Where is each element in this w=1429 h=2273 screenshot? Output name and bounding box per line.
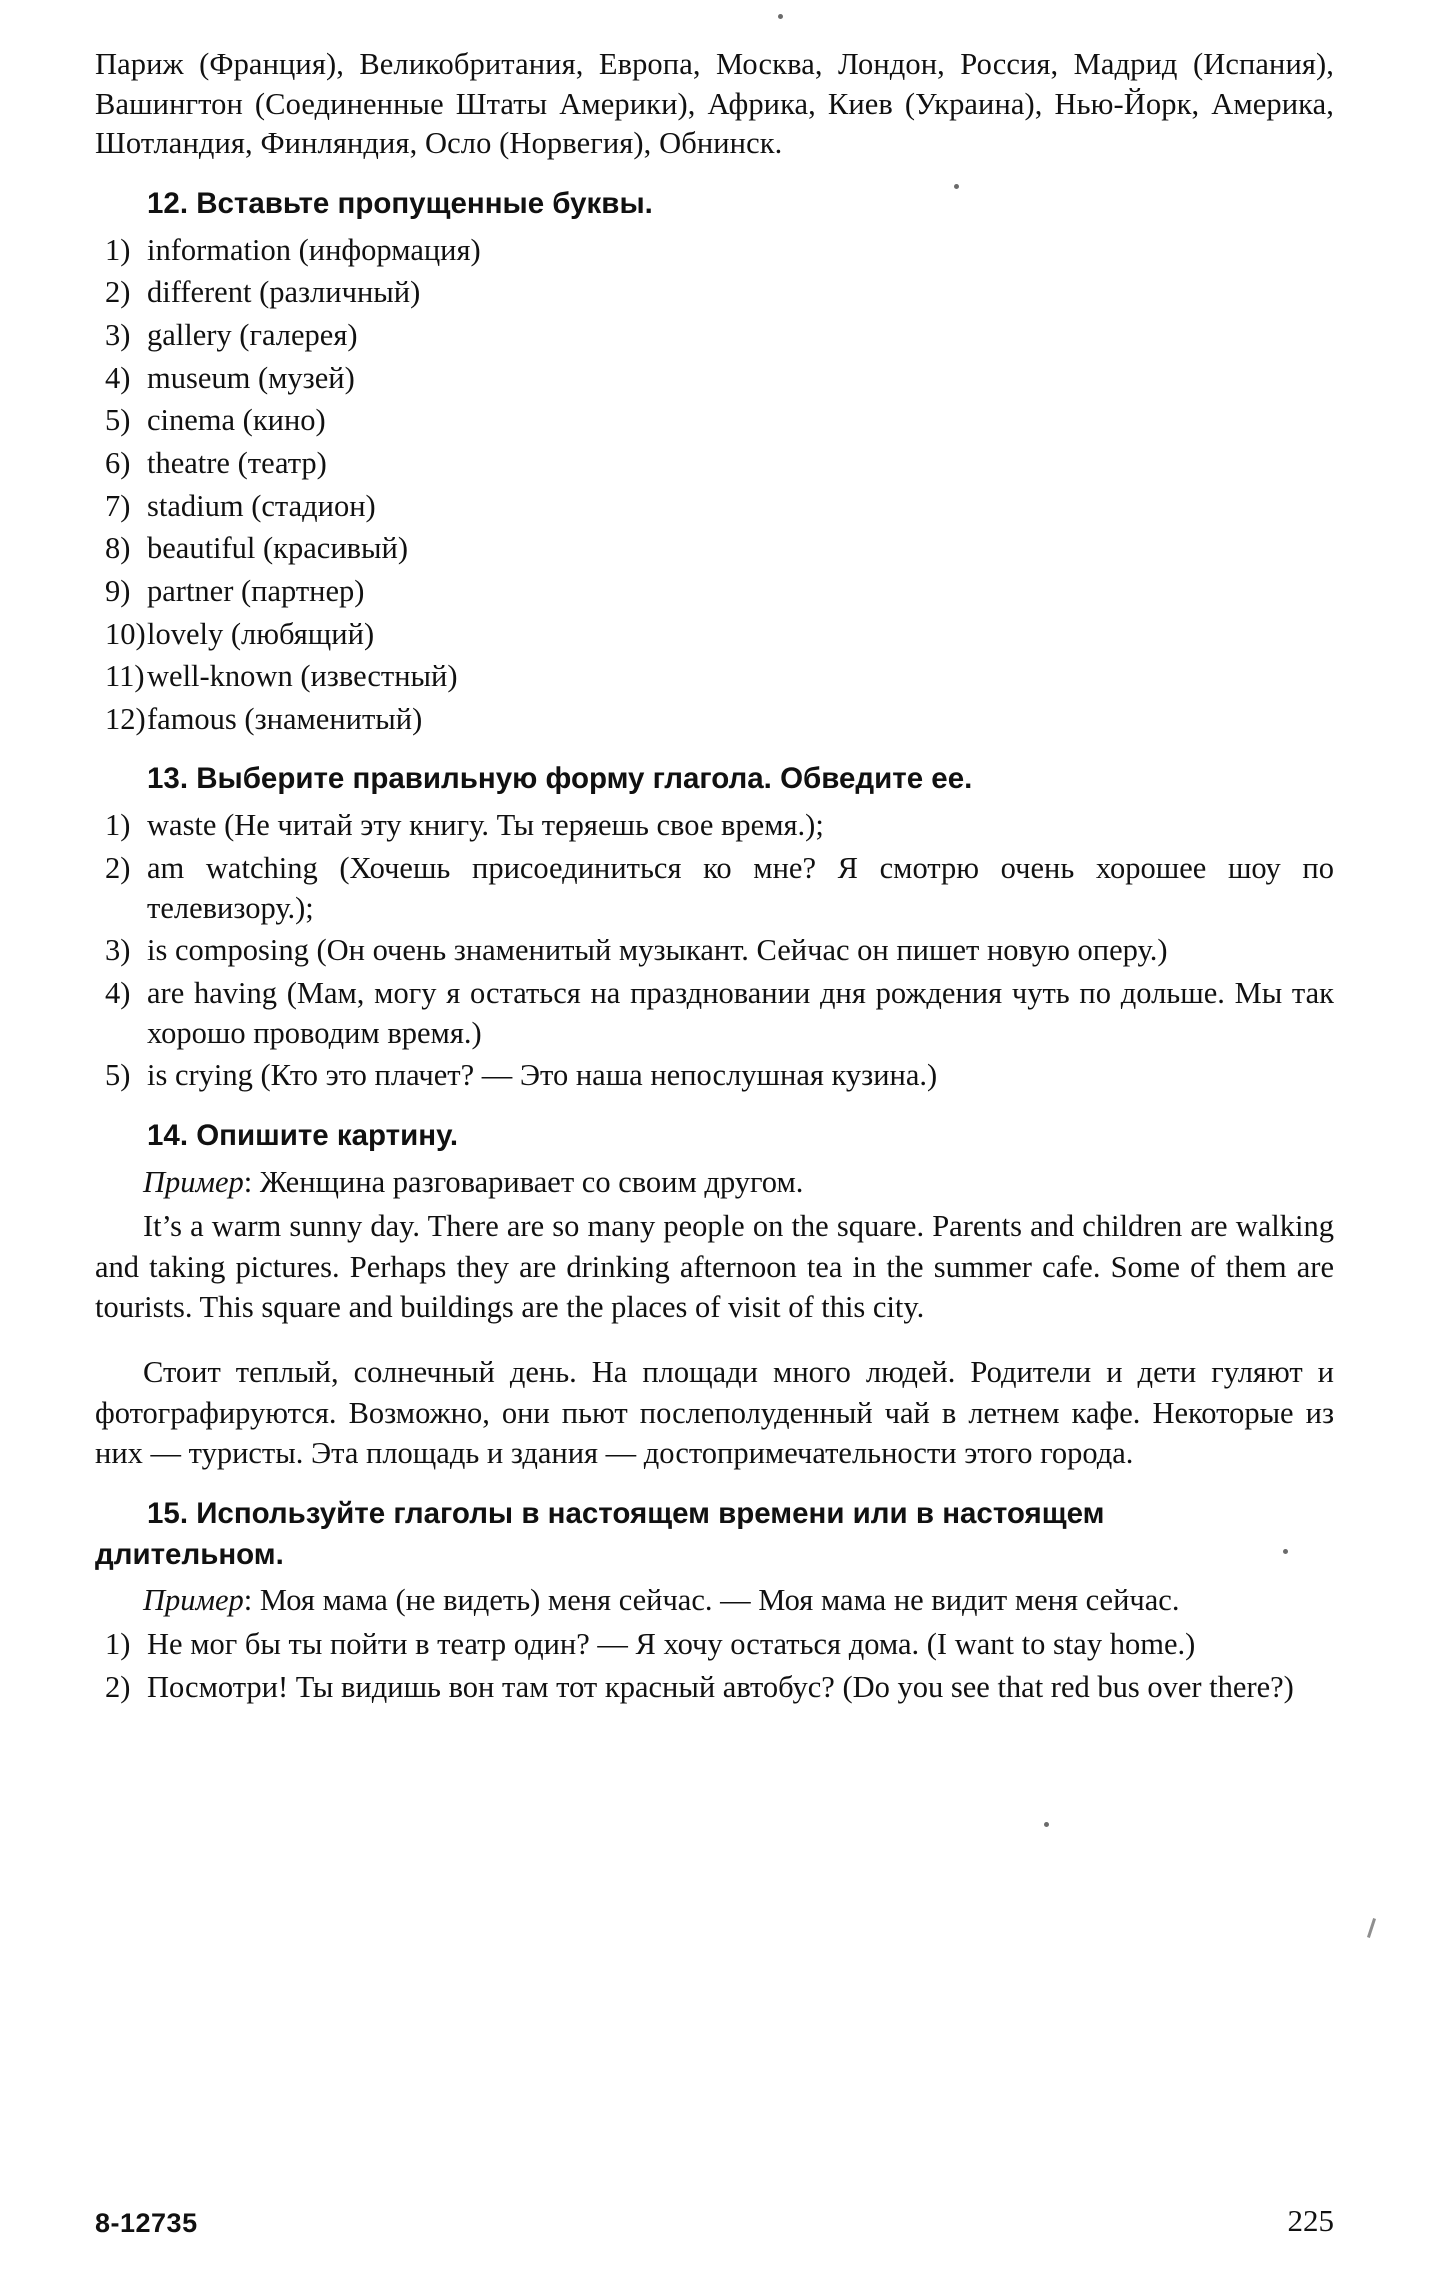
list-item-text: is composing (Он очень знаменитый музыкант. Сейчас он пишет новую оперу.) [147,933,1168,968]
list-item [95,401,1334,441]
page-footer [0,2203,1429,2239]
list-item-number: 4) [105,975,131,1010]
list-item [95,273,1334,313]
list-item-number: 5) [105,1058,131,1093]
list-item-text: lovely (любящий) [147,616,375,651]
scan-speck [1044,1822,1049,1827]
list-item-number: 9) [105,573,131,608]
list-item-text: well-known (известный) [147,659,458,694]
list-item-text: am watching (Хочешь присоединиться ко мне? Я смотрю очень хорошее шоу по телевизору.); [147,851,1334,925]
exercise-15-heading-line2: длительном. [95,1537,284,1571]
page-number: 225 [1287,2203,1334,2238]
list-item [95,615,1334,655]
list-item [95,316,1334,356]
list-item-text: beautiful (красивый) [147,531,409,566]
list-item [95,529,1334,569]
list-item [95,974,1334,1053]
list-item [95,1668,1334,1708]
list-item-number: 5) [105,403,131,438]
example-text: : Женщина разговаривает со своим другом. [243,1164,804,1199]
list-item-text: cinema (кино) [147,403,326,438]
list-item-text: Посмотри! Ты видишь вон там тот красный автобус? (Do you see that red bus over there?) [147,1669,1294,1704]
list-item [95,572,1334,612]
list-item [95,444,1334,484]
scan-mark [1367,1918,1376,1938]
list-item-text: theatre (театр) [147,446,327,480]
list-item-text: is crying (Кто это плачет? — Это наша непослушная кузина.) [147,1058,938,1093]
list-item-number: 10) [105,616,146,651]
exercise-15-heading-line2-wrap [95,1537,1334,1574]
list-item-text: different (различный) [147,275,421,310]
list-item-number: 3) [105,318,131,353]
exercise-15-heading [95,1496,1334,1533]
list-item-number: 8) [105,531,131,566]
list-item-number: 1) [105,1627,131,1662]
intro-paragraph: Париж (Франция), Великобритания, Европа, Москва, Лондон, Россия, Мадрид (Испания), Вашингтон (Соединенные Штаты Америки), Африка, Киев (Украина), Нью-Йорк, Америка, Шотландия, Финляндия, Осло (Норвегия), Обнинск. [95,47,1334,161]
list-item [95,1625,1334,1665]
scan-speck [778,14,783,19]
list-item [95,849,1334,928]
list-item-text: Не мог бы ты пойти в театр один? — Я хочу остаться дома. (I want to stay home.) [147,1627,1196,1662]
list-item-number: 1) [105,232,131,267]
list-item-number: 2) [105,1669,131,1704]
list-item-text: stadium (стадион) [147,488,376,523]
list-item-number: 2) [105,851,131,885]
exercise-14-example [95,1163,1334,1203]
list-item-number: 3) [105,933,131,968]
example-text: : Моя мама (не видеть) меня сейчас. — Моя мама не видит меня сейчас. [243,1583,1180,1618]
list-item-text: partner (партнер) [147,573,365,608]
exercise-14-russian-text: Стоит теплый, солнечный день. На площади много людей. Родители и дети гуляют и фотографируются. Возможно, они пьют послеполуденный чай в летнем кафе. Некоторые из них — туристы. Эта площадь и здания — достопримечательности этого города. [95,1355,1334,1471]
list-item [95,806,1334,846]
list-item-number: 6) [105,446,131,480]
list-item-text: gallery (галерея) [147,318,358,353]
exercise-12-heading: 12. Вставьте пропущенные буквы. [147,186,653,220]
list-item [95,700,1334,740]
list-item-text: are having (Мам, могу я остаться на праздновании дня рождения чуть по дольше. Мы так хорошо проводим время.) [147,975,1334,1050]
list-item-number: 7) [105,488,131,523]
list-item-text: museum (музей) [147,360,355,395]
exercise-13-heading: 13. Выберите правильную форму глагола. Обведите ее. [147,762,973,796]
list-item-number: 2) [105,275,131,310]
exercise-13-list [95,806,1334,1095]
scan-speck [1283,1549,1288,1554]
list-item-text: famous (знаменитый) [147,701,423,736]
exercise-15-example [95,1581,1334,1621]
example-label: Пример [143,1164,244,1199]
list-item [95,1056,1334,1096]
list-item-text: waste (Не читай эту книгу. Ты теряешь свое время.); [147,808,824,843]
list-item-text: information (информация) [147,232,481,267]
list-item [95,657,1334,697]
scan-speck [954,184,959,189]
list-item-number: 12) [105,701,146,736]
list-item-number: 4) [105,360,131,395]
example-label: Пример [143,1583,244,1618]
list-item [95,487,1334,527]
exercise-14-english-text: It’s a warm sunny day. There are so many people on the square. Parents and children are walking and taking pictures. Perhaps they are drinking afternoon tea in the summer cafe. Some of them are tourists. This square and buildings are the places of visit of this city. [95,1209,1334,1325]
list-item [95,931,1334,971]
exercise-14-heading: 14. Опишите картину. [147,1118,459,1152]
exercise-12-list [95,231,1334,740]
list-item-number: 11) [105,659,145,694]
exercise-15-heading-line1: 15. Используйте глаголы в настоящем времени или в настоящем [147,1496,1105,1530]
list-item [95,359,1334,399]
footer-code: 8-12735 [95,2208,198,2238]
list-item [95,231,1334,271]
exercise-15-list [95,1625,1334,1707]
list-item-number: 1) [105,808,131,843]
